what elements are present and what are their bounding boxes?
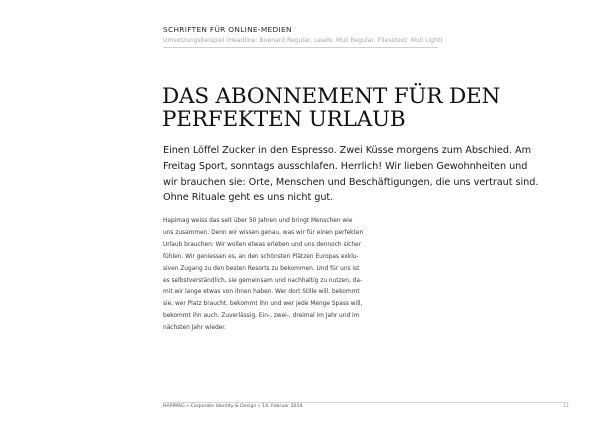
footer-text: HAPIMAG » Corporate Identity & Design » 14. Februar 2014 [163, 404, 303, 409]
footer-divider [163, 402, 569, 403]
page-number-separator: | [559, 404, 562, 409]
article-headline: DAS ABONNEMENT FÜR DEN PERFEKTEN URLAUB [162, 84, 501, 132]
body-line: Hapimag weiss das seit über 50 Jahren und bringt Menschen wie [163, 218, 353, 224]
body-line: uns zusammen. Denn wir wissen genau, was wir für einen perfekten [163, 229, 364, 236]
body-line: es selbstverständlich, sie gemeinsam und nachhaltig zu nutzen, da- [163, 277, 363, 284]
page-number [553, 404, 569, 409]
page-number-value: 11 [563, 404, 569, 409]
body-line: Urlaub brauchen: Wir wollen etwas erleben und uns dennoch sicher [163, 241, 362, 248]
article-body [163, 216, 367, 335]
top-divider [163, 47, 438, 48]
body-line: sie, wer Platz braucht, bekommt ihn und wer jede Menge Spass will, [163, 301, 363, 308]
section-subtitle: Umsetzungsbeispiel (Headline: Buenard Regular, Leads: Muli Regular, Fliesstext: Muli Light) [163, 37, 443, 44]
body-line: bekommt ihn auch. Zuverlässig. Ein-, zwei-, dreimal im Jahr und im [163, 313, 360, 320]
body-line: siven Zugang zu den besten Resorts zu bekommen. Und für uns ist [163, 265, 360, 272]
body-line: nächsten Jahr wieder. [163, 325, 226, 332]
section-title: SCHRIFTEN FÜR ONLINE-MEDIEN [163, 25, 292, 34]
body-line: mit wir lange etwas von ihnen haben. Wer dort Stille will, bekommt [163, 289, 360, 296]
body-line: fühlen. Wir geniessen es, an den schönsten Plätzen Europas exklu- [163, 253, 359, 260]
article-lead: Einen Löffel Zucker in den Espresso. Zwei Küsse morgens zum Abschied. Am Freitag Sport, sonntags ausschlafen. Herrlich! Wir lieben Gewohnheiten und wir brauchen sie: Orte, Menschen und Beschäftigungen, die uns vertraut sind. Ohne Rituale geht es uns nicht gut. [163, 145, 539, 204]
